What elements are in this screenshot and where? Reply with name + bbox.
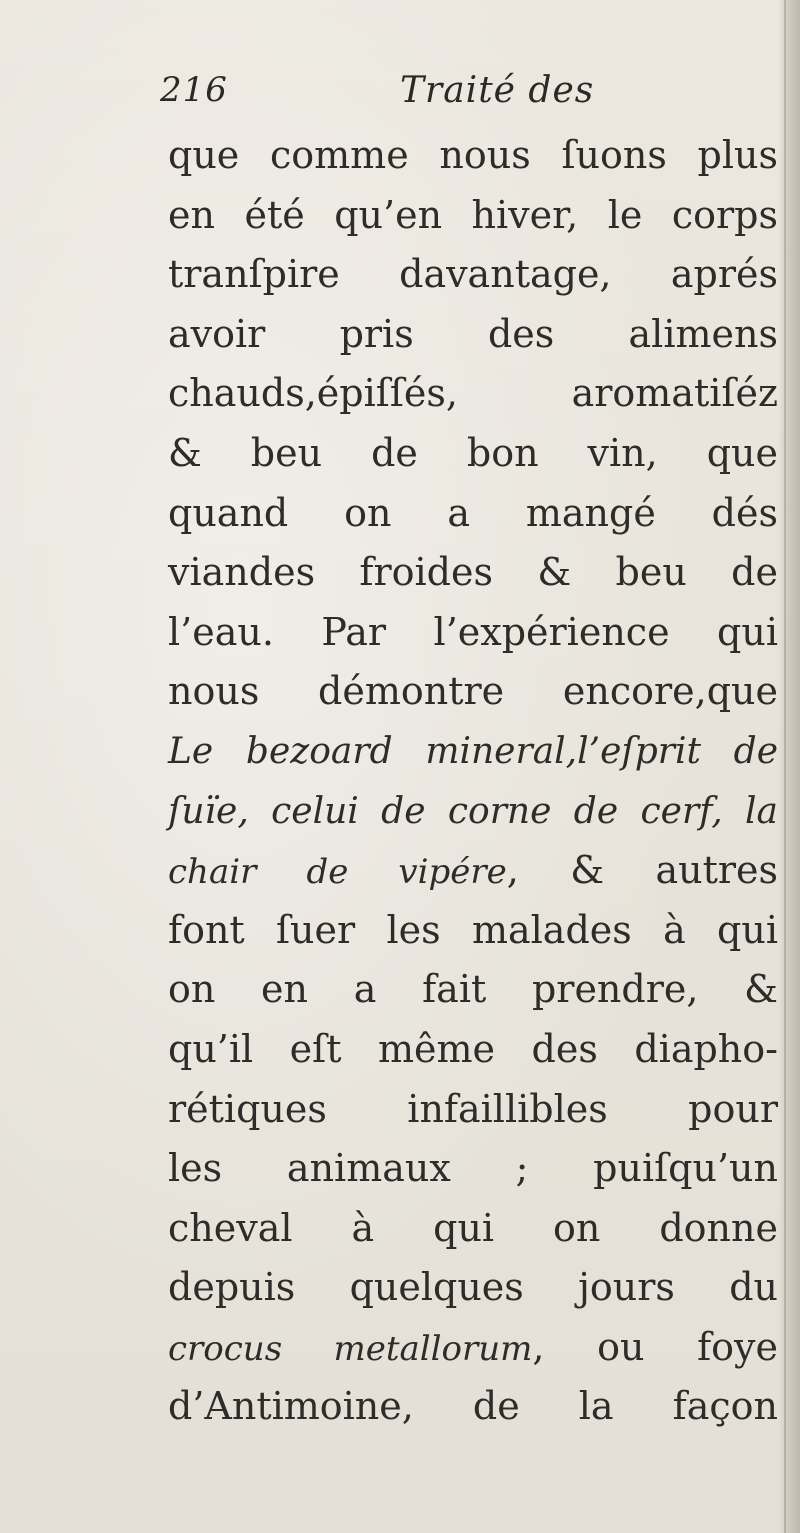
text-line: font ſuer les malades à qui xyxy=(168,907,778,952)
text-line: cheval à qui on donne xyxy=(168,1205,778,1250)
text-line: nous démontre encore,que xyxy=(168,669,778,714)
page-number: 216 xyxy=(160,70,228,110)
roman-segment: , & autres xyxy=(506,848,778,893)
italic-segment: chair de vipére xyxy=(168,852,507,893)
page-edge-line xyxy=(784,0,786,1533)
roman-segment: , ou foye xyxy=(532,1324,778,1369)
text-line-mixed xyxy=(168,1318,778,1378)
page-edge-shadow xyxy=(778,0,800,1533)
text-line: d’Antimoine, de la façon xyxy=(168,1384,778,1429)
text-line: les animaux ; puiſqu’un xyxy=(168,1146,778,1191)
text-line-italic: Le bezoard mineral,l’eſprit de xyxy=(168,730,778,772)
body-text xyxy=(168,126,778,1437)
text-line: en été qu’en hiver, le corps xyxy=(168,192,778,237)
text-line: que comme nous ſuons plus xyxy=(168,133,778,177)
text-line-mixed xyxy=(168,841,778,901)
text-line: rétiques infaillibles pour xyxy=(168,1086,778,1131)
text-line: & beu de bon vin, que xyxy=(168,430,778,475)
text-line-italic: ſuïe, celui de corne de cerf, la xyxy=(168,790,778,832)
text-line: on en a fait prendre, & xyxy=(168,967,778,1012)
italic-segment: crocus metallorum xyxy=(168,1328,533,1369)
text-line: viandes froides & beu de xyxy=(168,550,778,595)
text-line: quand on a mangé dés xyxy=(168,490,778,535)
text-line: avoir pris des alimens xyxy=(168,311,778,356)
running-head: Traité des xyxy=(400,70,595,111)
page-header xyxy=(160,70,660,130)
text-line: tranſpire davantage, aprés xyxy=(168,252,778,297)
text-line: chauds,épiſſés, aromatiſéz xyxy=(168,371,778,416)
text-line: depuis quelques jours du xyxy=(168,1265,778,1310)
text-line: l’eau. Par l’expérience qui xyxy=(168,609,778,654)
text-line: qu’il eſt même des diapho- xyxy=(168,1026,778,1071)
